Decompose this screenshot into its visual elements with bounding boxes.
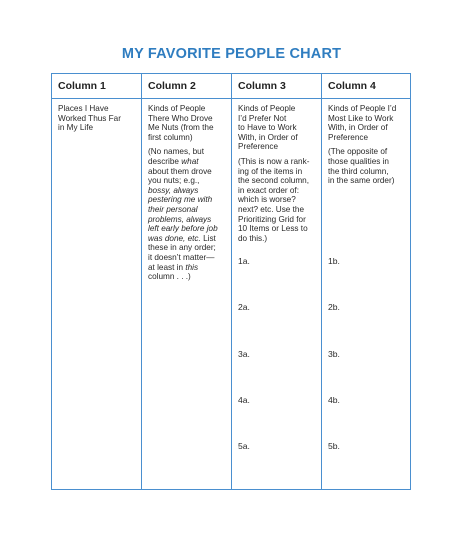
column-2-note (148, 147, 230, 281)
column-1-header: Column 1 (58, 80, 106, 92)
note-text: column . . .) (148, 272, 191, 282)
column-3-note: (This is now a rank- ing of the items in the second column, in exact order of: which is worse? next? etc. Use the Prioritizing Grid for 10 Items or Less to do this.) (238, 156, 310, 243)
column-divider (141, 74, 142, 489)
slot-5b: 5b. (328, 441, 340, 451)
note-text: List these in any order; it doesn’t matter— at least in (148, 233, 216, 272)
note-italic-text: what (181, 156, 199, 166)
note-text: about them drove you nuts; e.g., (148, 166, 212, 186)
column-4-cell (328, 104, 410, 186)
slot-4a: 4a. (238, 395, 250, 405)
column-divider (321, 74, 322, 489)
column-divider (231, 74, 232, 489)
column-3-text: Kinds of People I’d Prefer Not to Have to Work With, in Order of Preference (238, 104, 298, 152)
column-1-cell (58, 104, 138, 133)
column-4-text: Kinds of People I’d Most Like to Work With, in Order of Preference (328, 104, 397, 142)
slot-3b: 3b. (328, 349, 340, 359)
slot-2b: 2b. (328, 302, 340, 312)
slot-3a: 3a. (238, 349, 250, 359)
slot-1a: 1a. (238, 256, 250, 266)
column-2-cell (148, 104, 230, 282)
slot-2a: 2a. (238, 302, 250, 312)
column-2-text: Kinds of People There Who Drove Me Nuts (from the first column) (148, 104, 214, 142)
column-3-header: Column 3 (238, 80, 286, 92)
slot-5a: 5a. (238, 441, 250, 451)
column-4-note: (The opposite of those qualities in the third column, in the same order) (328, 147, 395, 186)
note-text: (No names, but describe (148, 147, 204, 166)
column-3-cell (238, 104, 320, 243)
note-italic-text: bossy, always pestering me with their personal problems, always left early before job was done, etc. (148, 185, 218, 243)
column-4-header: Column 4 (328, 80, 376, 92)
header-divider (52, 98, 410, 99)
slot-4b: 4b. (328, 395, 340, 405)
column-2-header: Column 2 (148, 80, 196, 92)
people-chart-table (51, 73, 411, 490)
column-1-text: Places I Have Worked Thus Far in My Life (58, 104, 121, 133)
page-title: MY FAVORITE PEOPLE CHART (121, 46, 342, 62)
slot-1b: 1b. (328, 256, 340, 266)
note-italic-text: this (185, 262, 199, 272)
